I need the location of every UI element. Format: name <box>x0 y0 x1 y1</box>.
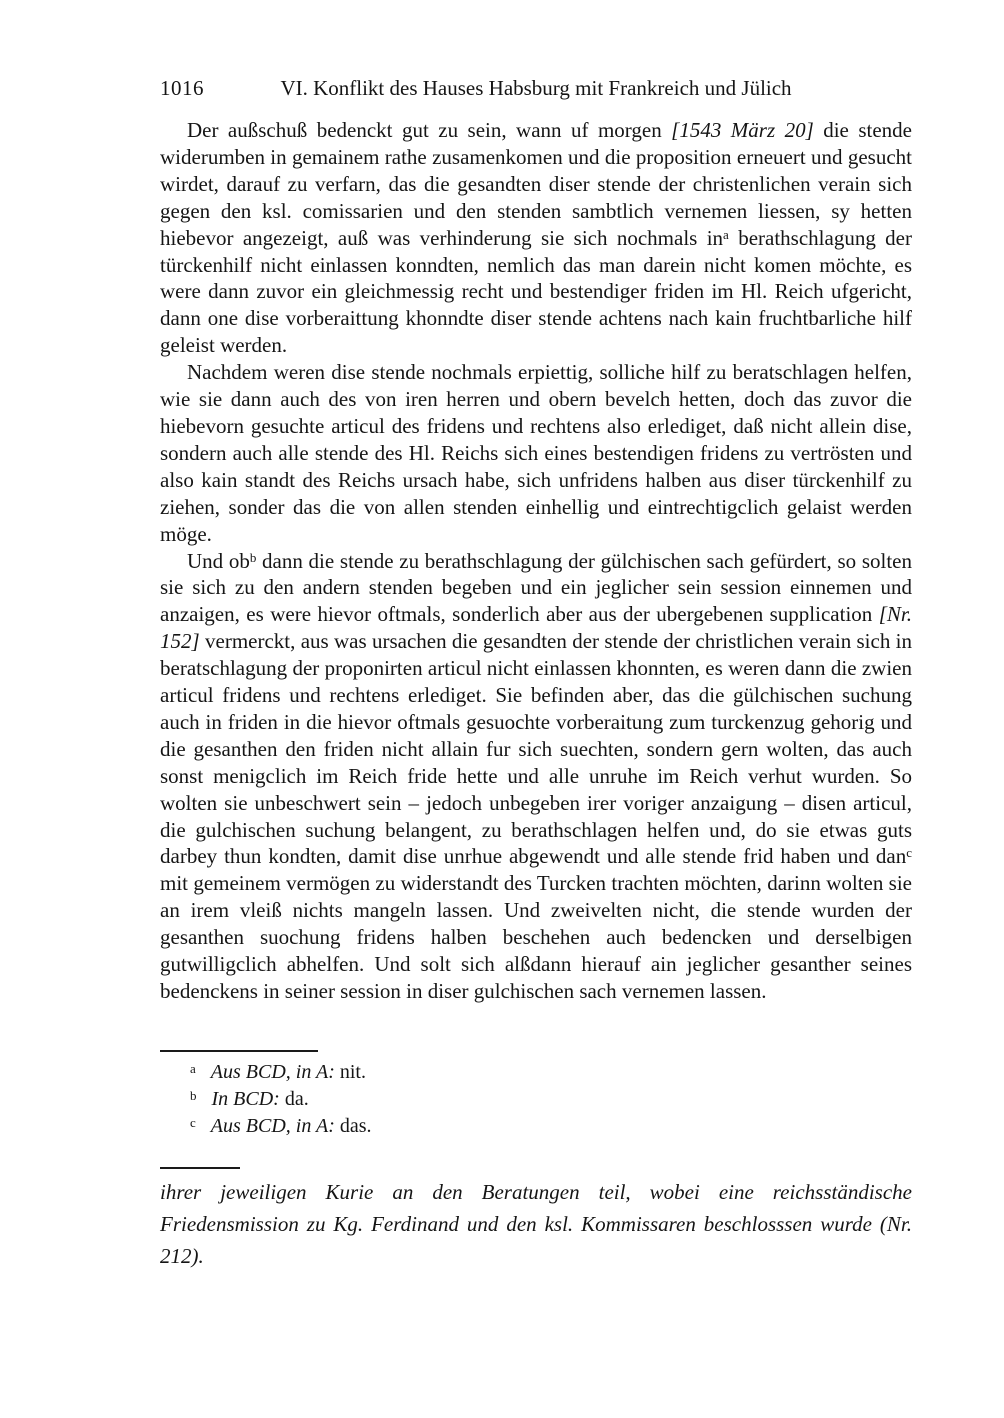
editorial-note-continuation: ihrer jeweiligen Kurie an den Beratungen teil, wobei eine reichsständische Friedensmission zu Kg. Ferdinand und den ksl. Kommissaren beschlosssen wurde (Nr. 212). <box>160 1179 912 1268</box>
footnote-item <box>160 1086 912 1113</box>
text-segment: mit gemeinem vermögen zu widerstandt des Turcken trachten möchten, darinn wolten sie an irem vleiß nichts mangeln lassen. Und zweivelten nicht, die stende wurden der gesanthen suochung fridens halben beschehen auch bedencken und derselbigen gutwilligclich abhelfen. Und solt sich alßdann hierauf ain jeglicher gesanther seines bedenckens in seiner session in diser gulchischen sach vernemen lassen. <box>160 871 912 1003</box>
footnote-item <box>160 1113 912 1140</box>
footnote-reference-a: a <box>723 226 729 242</box>
footnote-reading: das. <box>334 1114 372 1137</box>
page-number: 1016 <box>160 76 204 100</box>
footnote-reading: nit. <box>334 1060 366 1083</box>
body-paragraph <box>160 117 912 359</box>
document-cross-reference: [Nr. 152] <box>160 602 912 654</box>
editorial-note-separator-rule <box>160 1167 240 1169</box>
body-paragraph <box>160 359 912 547</box>
footnote-separator-rule <box>160 1050 318 1052</box>
text-segment: dann die stende zu berathschlagung der gülchischen sach gefürdert, so solten sie sich zu den andern stenden begeben und ein jeglicher sein session einnemen und anzaigen, es were hievor oftmals, sonderlich aber aus der ubergebenen supplication <box>160 548 912 627</box>
text-segment: Nachdem weren dise stende nochmals erpiettig, solliche hilf zu beratschlagen helfen, wie sie dann auch des von iren herren und obern bevelch hetten, doch das zuvor die hiebevorn gesuchte articul des fridens und rechtens also erlediget, daß nicht allein dise, sondern auch alle stende des Hl. Reichs sich eines bestendigen fridens zu vertrösten und also kain standt des Reichs ursach habe, sich unfridens halben aus diser türckenhilf zu ziehen, sonder das die von allen stenden einhellig und eintrechtigclich gelaist werden möge. <box>160 360 912 546</box>
footnote-marker: a <box>190 1060 196 1076</box>
footnote-source: Aus BCD, in A: <box>210 1114 335 1137</box>
footnote-reading: da. <box>279 1087 309 1110</box>
footnote-marker: c <box>190 1114 196 1130</box>
main-text <box>160 117 912 1005</box>
text-segment: Und ob <box>187 548 250 573</box>
body-paragraph <box>160 548 912 1005</box>
footnote-source: In BCD: <box>211 1087 280 1110</box>
footnote-reference-b: b <box>249 549 257 565</box>
running-header <box>160 76 912 104</box>
footnote-item <box>160 1059 912 1086</box>
running-title: VI. Konflikt des Hauses Habsburg mit Frankreich und Jülich <box>280 76 792 100</box>
text-segment: die stende widerumben in gemainem rathe zusamenkomen und die proposition erneuert und gesucht wirdet, darauf zu verfarn, das die gesandten diser stende der christenlichen verain sich gegen den ksl. comissarien und den stenden sambtlich vernemen liessen, sy hetten hiebevor angezeigt, auß was verhinderung sie sich nochmals in <box>160 118 912 250</box>
footnote-reference-c: c <box>906 845 912 861</box>
critical-apparatus <box>160 1059 912 1140</box>
footnote-marker: b <box>190 1087 197 1103</box>
text-segment: Der außschuß bedenckt gut zu sein, wann uf morgen <box>187 118 672 142</box>
text-segment: berathschlagung der türckenhilf nicht einlassen konndten, nemlich das man darein nicht komen möchte, es were dann zuvor ein gleichmessig recht und bestendiger friden im Hl. Reich ufgericht, dann one dise vorberaittung khonndte diser stende achtens nach kain fruchtbarliche hilf geleist werden. <box>160 225 912 358</box>
editorial-date-insertion: [1543 März 20] <box>671 118 814 142</box>
text-segment: vermerckt, aus was ursachen die gesandten der stende der christlichen verain sich in beratschlagung der proponirten articul nicht einlassen khonnten, es weren dann die zwien articul fridens und rechtens erlediget. Sie befinden aber, das die gülchischen suchung auch in friden in die hievor oftmals gesuochte vorberaitung zum turckenzug gehorig und die gesanthen den friden nicht allain fur sich suechten, sondern gern wolten, das auch sonst menigclich im Reich fride hette und alle unruhe im Reich verhut wurden. So wolten sie unbeschwert sein – jedoch unbegeben irer voriger anzaigung – disen articul, die gulchischen suchung belangent, zu berathschlagen helfen und, do sie etwas guts darbey thun kondten, damit dise unrhue abgewendt und alle stende frid haben und dan <box>160 629 912 869</box>
footnote-source: Aus BCD, in A: <box>210 1060 335 1083</box>
